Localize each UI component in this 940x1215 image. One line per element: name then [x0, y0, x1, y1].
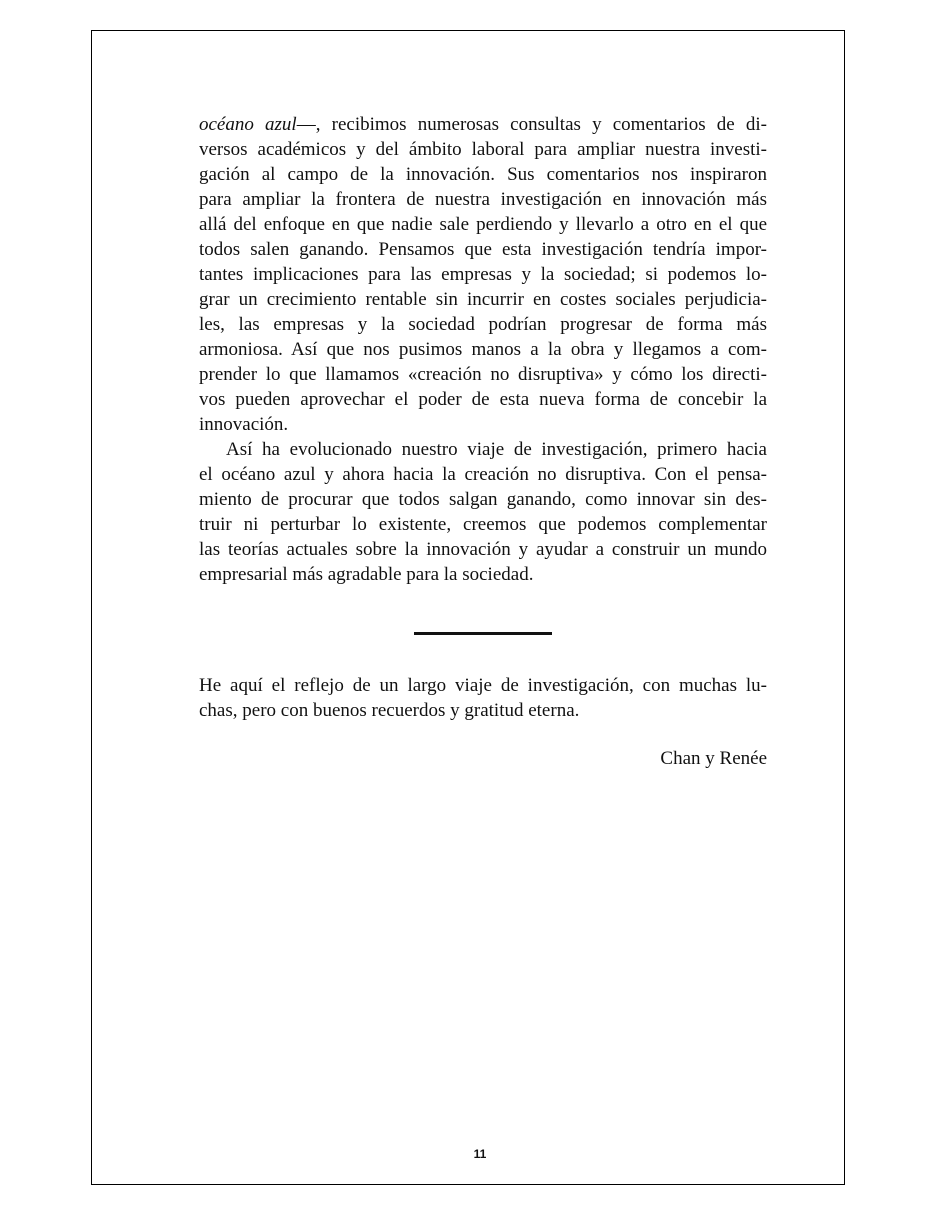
text-line: versos académicos y del ámbito laboral para ampliar nuestra investi- [199, 139, 767, 160]
text-line: innovación. [199, 414, 289, 435]
text-line: He aquí el reflejo de un largo viaje de investigación, con muchas lu- [199, 675, 767, 696]
text-line: gación al campo de la innovación. Sus comentarios nos inspiraron [199, 164, 767, 185]
italic-term: océano azul [199, 114, 297, 135]
closing-paragraph [199, 673, 767, 723]
text-line: vos pueden aprovechar el poder de esta nueva forma de concebir la [199, 389, 767, 410]
text-line: prender lo que llamamos «creación no disruptiva» y cómo los directi- [199, 364, 767, 385]
text-line: el océano azul y ahora hacia la creación no disruptiva. Con el pensa- [199, 464, 767, 485]
text-line: truir ni perturbar lo existente, creemos que podemos complementar [199, 514, 767, 535]
text-line: empresarial más agradable para la sociedad. [199, 564, 534, 585]
text-line: Así ha evolucionado nuestro viaje de investigación, primero hacia [226, 439, 767, 460]
text-line: todos salen ganando. Pensamos que esta investigación tendría impor- [199, 239, 767, 260]
section-divider [414, 632, 552, 635]
body-text [199, 112, 767, 587]
text-line: océano azul—, recibimos numerosas consultas y comentarios de di- [199, 114, 767, 135]
text-line: para ampliar la frontera de nuestra investigación en innovación más [199, 189, 767, 210]
signature: Chan y Renée [660, 748, 767, 769]
text-line: las teorías actuales sobre la innovación y ayudar a construir un mundo [199, 539, 767, 560]
text-line: les, las empresas y la sociedad podrían progresar de forma más [199, 314, 767, 335]
text-line: armoniosa. Así que nos pusimos manos a la obra y llegamos a com- [199, 339, 767, 360]
text-line: chas, pero con buenos recuerdos y gratitud eterna. [199, 700, 580, 721]
text-line: grar un crecimiento rentable sin incurrir en costes sociales perjudicia- [199, 289, 767, 310]
text-line: allá del enfoque en que nadie sale perdiendo y llevarlo a otro en el que [199, 214, 767, 235]
text-line: miento de procurar que todos salgan ganando, como innovar sin des- [199, 489, 767, 510]
page-number: 11 [473, 1147, 487, 1161]
text-line: tantes implicaciones para las empresas y la sociedad; si podemos lo- [199, 264, 767, 285]
